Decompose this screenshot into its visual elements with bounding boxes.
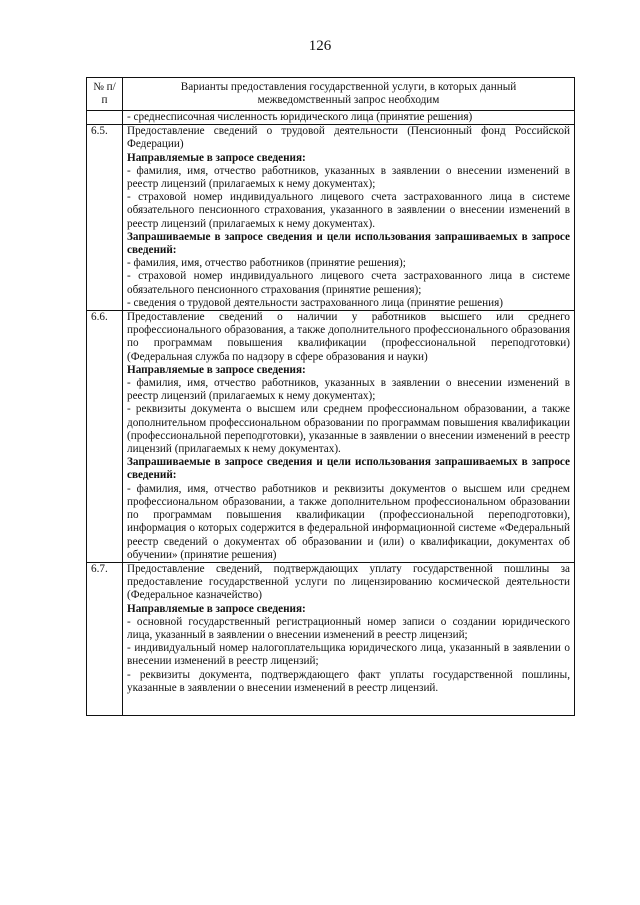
table-row bbox=[87, 562, 575, 715]
row-line: - фамилия, имя, отчество работников, указанных в заявлении о внесении изменений в реестр лицензий (прилагаемых к нему документах); bbox=[127, 164, 570, 191]
page-number: 126 bbox=[308, 38, 332, 54]
row-line: - фамилия, имя, отчество работников (принятие решения); bbox=[127, 257, 406, 270]
services-table bbox=[86, 77, 575, 716]
row-line: Запрашиваемые в запросе сведения и цели использования запрашиваемых в запросе сведений: bbox=[127, 456, 570, 482]
row-line: Предоставление сведений, подтверждающих уплату государственной пошлины за предоставление государственной услуги по лицензированию космической деятельности (Федеральное казначейство) bbox=[127, 562, 570, 602]
row-number: 6.6. bbox=[87, 311, 123, 563]
row-line: Предоставление сведений о трудовой деятельности (Пенсионный фонд Российской Федерации) bbox=[127, 125, 570, 151]
header-number: № п/п bbox=[87, 78, 123, 111]
row-content bbox=[123, 125, 575, 311]
table-header-row bbox=[87, 78, 575, 111]
services-table-wrapper bbox=[86, 77, 574, 716]
row-number: 6.5. bbox=[87, 125, 123, 311]
row-line: - страховой номер индивидуального лицевого счета застрахованного лица в системе обязательного пенсионного страхования, указанного в заявлении о внесении изменений в реестр лицензий (прилагаемых к нему документах). bbox=[127, 191, 570, 230]
row-line: - реквизиты документа о высшем или среднем профессиональном образовании, а также дополнительном профессиональном образовании по программам повышения квалификации (профессиональной переподготовки), указанные в заявлении о внесении изменений в реестр лицензий (прилагаемых к нему документах). bbox=[127, 403, 570, 456]
row-line: Направляемые в запросе сведения: bbox=[127, 363, 306, 376]
continuation-text: - среднесписочная численность юридического лица (принятие решения) bbox=[123, 111, 575, 125]
header-variants: Варианты предоставления государственной услуги, в которых данный межведомственный запрос необходим bbox=[123, 78, 575, 111]
row-line: Запрашиваемые в запросе сведения и цели использования запрашиваемых в запросе сведений: bbox=[127, 230, 570, 257]
row-line: - фамилия, имя, отчество работников и реквизиты документов о высшем или среднем профессиональном образовании, а также дополнительном профессиональном образовании по программам повышения квалификации (профессиональной переподготовки), информация о которых содержится в федеральной информационной системе «Федеральный реестр сведений о документах об образовании и (или) о квалификации, документах об обучении» (принятие решения) bbox=[127, 482, 570, 561]
row-number: 6.7. bbox=[87, 562, 123, 715]
row-line: - основной государственный регистрационный номер записи о создании юридического лица, указанный в заявлении о внесении изменений в реестр лицензий; bbox=[127, 615, 570, 641]
row-line: - сведения о трудовой деятельности застрахованного лица (принятие решения) bbox=[127, 296, 503, 309]
table-row bbox=[87, 311, 575, 563]
row-line: Направляемые в запросе сведения: bbox=[127, 602, 306, 615]
table-row bbox=[87, 125, 575, 311]
row-content bbox=[123, 562, 575, 715]
row-line: - реквизиты документа, подтверждающего факт уплаты государственной пошлины, указанные в заявлении о внесении изменений в реестр лицензий. bbox=[127, 668, 570, 694]
continuation-number-cell bbox=[87, 111, 123, 125]
row-line: - индивидуальный номер налогоплательщика юридического лица, указанный в заявлении о внесении изменений в реестр лицензий; bbox=[127, 642, 570, 668]
row-line: Предоставление сведений о наличии у работников высшего или среднего профессионального образования, а также дополнительного профессионального образования по программам повышения квалификации (профессиональной переподготовки) (Федеральная служба по надзору в сфере образования и науки) bbox=[127, 311, 570, 363]
row-line: Направляемые в запросе сведения: bbox=[127, 151, 306, 164]
continuation-row bbox=[87, 111, 575, 125]
row-line: - фамилия, имя, отчество работников, указанных в заявлении о внесении изменений в реестр лицензий (прилагаемых к нему документах); bbox=[127, 377, 570, 403]
row-line: - страховой номер индивидуального лицевого счета застрахованного лица в системе обязательного пенсионного страхования (принятие решения); bbox=[127, 270, 570, 296]
row-content bbox=[123, 311, 575, 563]
